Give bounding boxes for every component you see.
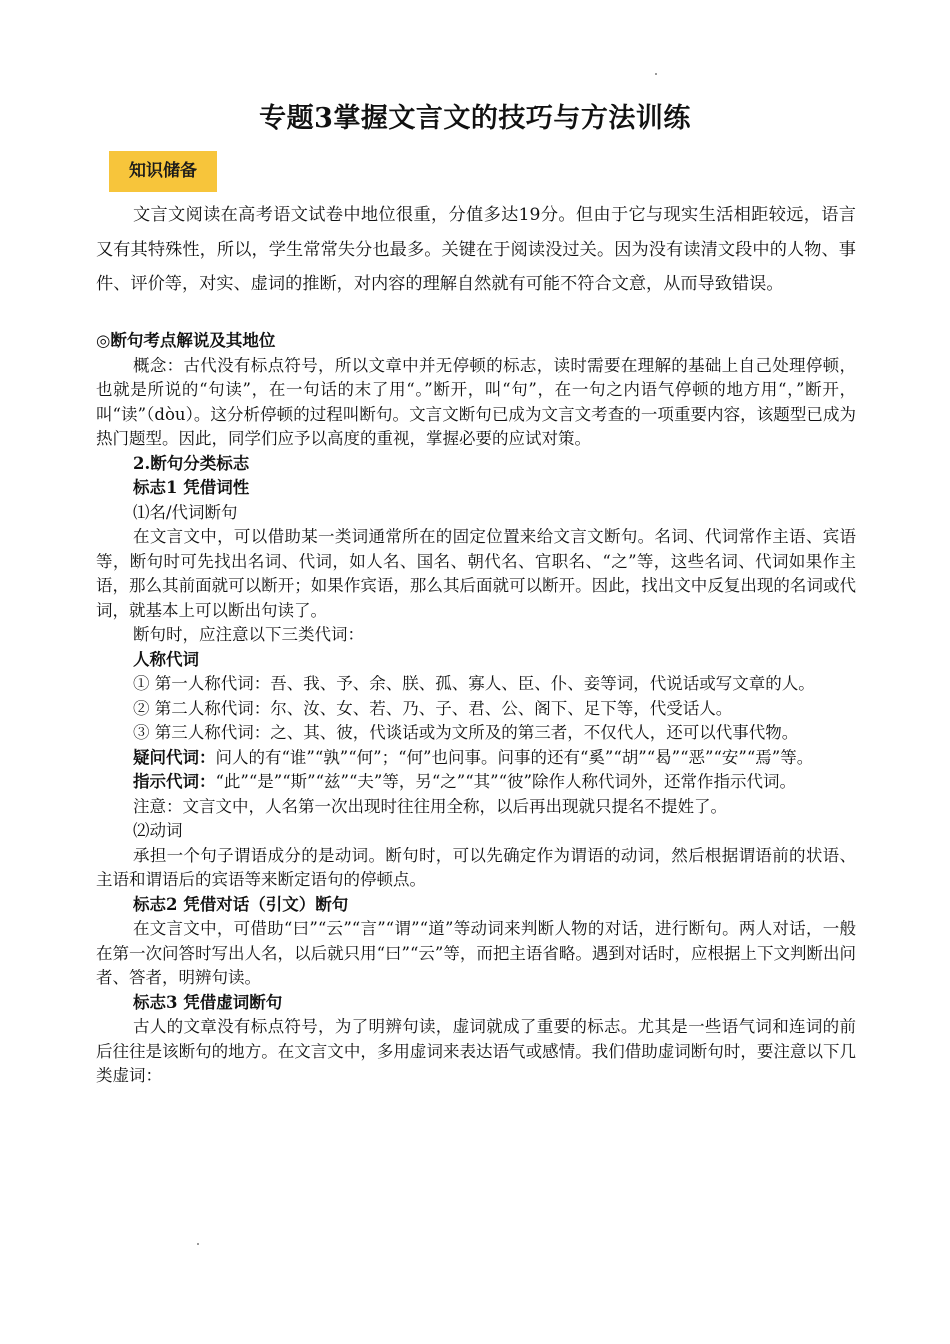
person2-item: ② 第二人称代词：尔、汝、女、若、乃、子、君、公、阁下、足下等，代受话人。 [133, 698, 733, 718]
dialog-paragraph: 在文言文中，可借助“曰”“云”“言”“谓”“道”等动词来判断人物的对话，进行断句。两人对话，一般在第一次问答时写出人名，以后就只用“曰”“云”等，而把主语省略。遇到对话时，应根据上下文判断出问者、答者，明辨句读。 [96, 919, 856, 987]
mark2-heading: 标志2 凭借对话（引文）断句 [133, 894, 349, 914]
verb-paragraph: 承担一个句子谓语成分的是动词。断句时，可以先确定作为谓语的动词，然后根据谓语前的状语、主语和谓语后的宾语等来断定语句的停顿点。 [96, 845, 856, 889]
noun-paragraph: 在文言文中，可以借助某一类词通常所在的固定位置来给文言文断句。名词、代词常作主语、宾语等，断句时可先找出名词、代词，如人名、国名、朝代名、官职名、“之”等，这些名词、代词如果作主语，那么其前面就可以断开；如果作宾语，那么其后面就可以断开。因此，找出文中反复出现的名词或代词，就基本上可以断出句读了。 [96, 527, 856, 620]
pronoun-note: 断句时，应注意以下三类代词： [133, 625, 364, 644]
scan-dot [655, 73, 657, 75]
page-title: 专题3掌握文言文的技巧与方法训练 [259, 103, 691, 134]
interrogative-label: 疑问代词： [133, 747, 216, 767]
sub2-heading: ⑵动词 [133, 821, 183, 840]
person1-item: ① 第一人称代词：吾、我、予、余、朕、孤、寡人、臣、仆、妾等词，代说话或写文章的人。 [133, 674, 815, 693]
interrogative-text: 问人的有“谁”“孰”“何”；“何”也问事。问事的还有“奚”“胡”“曷”“恶”“安”“焉”等。 [215, 747, 814, 767]
intro-paragraph: 文言文阅读在高考语文试卷中地位很重，分值多达19分。但由于它与现实生活相距较远，语言又有其特殊性，所以，学生常常失分也最多。关键在于阅读没过关。因为没有读清文段中的人物、事件、评价等，对实、虚词的推断，对内容的理解自然就有可能不符合文意，从而导致错误。 [96, 205, 856, 294]
person3-item: ③ 第三人称代词：之、其、彼，代谈话或为文所及的第三者，不仅代人，还可以代事代物。 [133, 723, 799, 742]
mark1-heading: 标志1 凭借词性 [133, 478, 250, 497]
interrogative-paragraph [96, 746, 856, 771]
demonstrative-paragraph [96, 770, 856, 795]
section-heading: ◎断句考点解说及其地位 [96, 331, 276, 350]
main-content [96, 329, 856, 1089]
scan-dot [197, 1243, 199, 1245]
function-word-paragraph: 古人的文章没有标点符号，为了明辨句读，虚词就成了重要的标志。尤其是一些语气词和连词的前后往往是该断句的地方。在文言文中，多用虚词来表达语气或感情。我们借助虚词断句时，要注意以下几类虚词： [96, 1017, 856, 1085]
personal-pronoun-heading: 人称代词 [133, 649, 199, 669]
demonstrative-label: 指示代词： [133, 772, 216, 791]
knowledge-badge: 知识储备 [109, 151, 217, 192]
mark3-heading: 标志3 凭借虚词断句 [133, 992, 283, 1012]
attention-note: 注意：文言文中，人名第一次出现时往往用全称，以后再出现就只提名不提姓了。 [133, 796, 727, 816]
sub1-heading: ⑴名/代词断句 [133, 502, 238, 522]
demonstrative-text: “此”“是”“斯”“兹”“夫”等，另“之”“其”“彼”除作人称代词外，还常作指示代词。 [215, 772, 796, 791]
concept-paragraph: 概念：古代没有标点符号，所以文章中并无停顿的标志，读时需要在理解的基础上自己处理停顿，也就是所说的“句读”，在一句话的末了用“。”断开，叫“句”，在一句之内语气停顿的地方用“，”断开，叫“读”（dòu）。这分析停顿的过程叫断句。文言文断句已成为文言文考查的一项重要内容，该题型已成为热门题型。因此，同学们应予以高度的重视，掌握必要的应试对策。 [96, 355, 856, 448]
subheading-classification: 2.断句分类标志 [133, 453, 250, 473]
